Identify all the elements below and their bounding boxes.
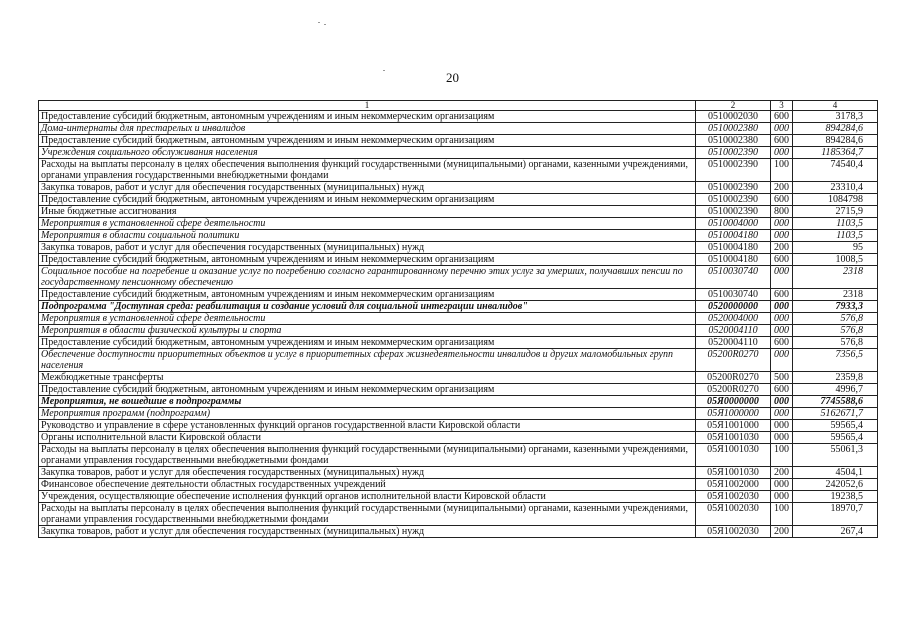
row-code: 0510004180 bbox=[696, 230, 771, 242]
table-row bbox=[39, 349, 878, 372]
row-name: Расходы на выплаты персоналу в целях обеспечения выполнения функций государственными (муниципальными) органами, казенными учреждениями, органами управления государственными внебюджетными фондами bbox=[39, 444, 696, 467]
row-expense-type: 000 bbox=[771, 313, 793, 325]
table-row bbox=[39, 432, 878, 444]
row-sum: 7356,5 bbox=[793, 349, 878, 372]
row-expense-type: 200 bbox=[771, 182, 793, 194]
table-row bbox=[39, 230, 878, 242]
table-row bbox=[39, 467, 878, 479]
row-name: Закупка товаров, работ и услуг для обеспечения государственных (муниципальных) нужд bbox=[39, 182, 696, 194]
row-code: 0510004000 bbox=[696, 218, 771, 230]
row-code: 05Я1001000 bbox=[696, 420, 771, 432]
table-row bbox=[39, 135, 878, 147]
row-sum: 1103,5 bbox=[793, 230, 878, 242]
row-code: 0520004000 bbox=[696, 313, 771, 325]
row-expense-type: 000 bbox=[771, 420, 793, 432]
row-code: 0510002030 bbox=[696, 111, 771, 123]
scan-speck bbox=[324, 24, 326, 25]
row-sum: 267,4 bbox=[793, 526, 878, 538]
row-name: Учреждения социального обслуживания населения bbox=[39, 147, 696, 159]
page-number: 20 bbox=[446, 70, 459, 85]
row-name: Межбюджетные трансферты bbox=[39, 372, 696, 384]
row-expense-type: 100 bbox=[771, 503, 793, 526]
row-sum: 4996,7 bbox=[793, 384, 878, 396]
table-row bbox=[39, 337, 878, 349]
column-number-name: 1 bbox=[39, 101, 696, 111]
row-expense-type: 000 bbox=[771, 491, 793, 503]
row-name: Учреждения, осуществляющие обеспечение исполнения функций органов исполнительной власти Кировской области bbox=[39, 491, 696, 503]
row-name: Мероприятия, не вошедшие в подпрограммы bbox=[39, 396, 696, 408]
row-code: 05200R0270 bbox=[696, 349, 771, 372]
table-row bbox=[39, 266, 878, 289]
table-row bbox=[39, 503, 878, 526]
table-row bbox=[39, 254, 878, 266]
row-expense-type: 000 bbox=[771, 396, 793, 408]
row-code: 0510030740 bbox=[696, 289, 771, 301]
row-code: 05Я1002030 bbox=[696, 503, 771, 526]
table-row bbox=[39, 444, 878, 467]
row-sum: 59565,4 bbox=[793, 432, 878, 444]
table-row bbox=[39, 289, 878, 301]
row-code: 05Я1002000 bbox=[696, 479, 771, 491]
row-name: Мероприятия в установленной сфере деятельности bbox=[39, 218, 696, 230]
row-expense-type: 100 bbox=[771, 444, 793, 467]
table-row bbox=[39, 313, 878, 325]
row-sum: 74540,4 bbox=[793, 159, 878, 182]
row-sum: 5162671,7 bbox=[793, 408, 878, 420]
row-code: 0510030740 bbox=[696, 266, 771, 289]
column-number-row bbox=[39, 101, 878, 111]
row-name: Подпрограмма "Доступная среда: реабилитация и создание условий для социальной интеграции инвалидов" bbox=[39, 301, 696, 313]
row-code: 0510004180 bbox=[696, 242, 771, 254]
row-code: 0520000000 bbox=[696, 301, 771, 313]
row-name: Закупка товаров, работ и услуг для обеспечения государственных (муниципальных) нужд bbox=[39, 526, 696, 538]
column-number-vr: 3 bbox=[771, 101, 793, 111]
row-sum: 2359,8 bbox=[793, 372, 878, 384]
row-code: 0510002390 bbox=[696, 206, 771, 218]
row-sum: 2715,9 bbox=[793, 206, 878, 218]
row-sum: 576,8 bbox=[793, 325, 878, 337]
row-expense-type: 000 bbox=[771, 349, 793, 372]
row-sum: 95 bbox=[793, 242, 878, 254]
row-code: 0510002390 bbox=[696, 159, 771, 182]
row-name: Руководство и управление в сфере установленных функций органов государственной власти Кировской области bbox=[39, 420, 696, 432]
table-row bbox=[39, 111, 878, 123]
row-expense-type: 800 bbox=[771, 206, 793, 218]
row-sum: 576,8 bbox=[793, 337, 878, 349]
row-sum: 1185364,7 bbox=[793, 147, 878, 159]
row-sum: 23310,4 bbox=[793, 182, 878, 194]
row-code: 05Я1001030 bbox=[696, 432, 771, 444]
row-expense-type: 000 bbox=[771, 218, 793, 230]
row-code: 0510002380 bbox=[696, 123, 771, 135]
table-row bbox=[39, 526, 878, 538]
row-name: Мероприятия программ (подпрограмм) bbox=[39, 408, 696, 420]
row-name: Предоставление субсидий бюджетным, автономным учреждениям и иным некоммерческим организациям bbox=[39, 111, 696, 123]
row-name: Мероприятия в области физической культуры и спорта bbox=[39, 325, 696, 337]
row-name: Предоставление субсидий бюджетным, автономным учреждениям и иным некоммерческим организациям bbox=[39, 254, 696, 266]
row-sum: 2318 bbox=[793, 266, 878, 289]
row-code: 0510002380 bbox=[696, 135, 771, 147]
row-expense-type: 000 bbox=[771, 147, 793, 159]
row-sum: 894284,6 bbox=[793, 123, 878, 135]
row-code: 0510002390 bbox=[696, 182, 771, 194]
row-name: Закупка товаров, работ и услуг для обеспечения государственных (муниципальных) нужд bbox=[39, 467, 696, 479]
table-row bbox=[39, 206, 878, 218]
row-sum: 894284,6 bbox=[793, 135, 878, 147]
row-expense-type: 600 bbox=[771, 135, 793, 147]
row-expense-type: 500 bbox=[771, 372, 793, 384]
row-code: 05Я1000000 bbox=[696, 408, 771, 420]
row-expense-type: 600 bbox=[771, 111, 793, 123]
row-name: Дома-интернаты для престарелых и инвалидов bbox=[39, 123, 696, 135]
row-expense-type: 600 bbox=[771, 337, 793, 349]
row-expense-type: 000 bbox=[771, 408, 793, 420]
row-expense-type: 200 bbox=[771, 242, 793, 254]
table-row bbox=[39, 384, 878, 396]
row-name: Предоставление субсидий бюджетным, автономным учреждениям и иным некоммерческим организациям bbox=[39, 337, 696, 349]
row-sum: 55061,3 bbox=[793, 444, 878, 467]
row-name: Социальное пособие на погребение и оказание услуг по погребению согласно гарантированному перечню этих услуг за умерших, получавших пенсии по государственному пенсионному обеспечению bbox=[39, 266, 696, 289]
row-name: Мероприятия в области социальной политики bbox=[39, 230, 696, 242]
row-sum: 59565,4 bbox=[793, 420, 878, 432]
table-row bbox=[39, 159, 878, 182]
row-expense-type: 200 bbox=[771, 467, 793, 479]
row-sum: 4504,1 bbox=[793, 467, 878, 479]
table-row bbox=[39, 194, 878, 206]
row-code: 0520004110 bbox=[696, 337, 771, 349]
row-sum: 1084798 bbox=[793, 194, 878, 206]
row-sum: 1008,5 bbox=[793, 254, 878, 266]
row-expense-type: 600 bbox=[771, 384, 793, 396]
table-row bbox=[39, 218, 878, 230]
row-name: Предоставление субсидий бюджетным, автономным учреждениям и иным некоммерческим организациям bbox=[39, 289, 696, 301]
table-row bbox=[39, 123, 878, 135]
row-expense-type: 000 bbox=[771, 301, 793, 313]
row-sum: 7933,3 bbox=[793, 301, 878, 313]
budget-table bbox=[38, 100, 878, 538]
table-row bbox=[39, 325, 878, 337]
table-row bbox=[39, 147, 878, 159]
row-code: 0510004180 bbox=[696, 254, 771, 266]
row-code: 05Я1001030 bbox=[696, 467, 771, 479]
row-sum: 1103,5 bbox=[793, 218, 878, 230]
row-expense-type: 000 bbox=[771, 266, 793, 289]
row-expense-type: 600 bbox=[771, 254, 793, 266]
row-sum: 19238,5 bbox=[793, 491, 878, 503]
row-name: Расходы на выплаты персоналу в целях обеспечения выполнения функций государственными (муниципальными) органами, казенными учреждениями, органами управления государственными внебюджетными фондами bbox=[39, 503, 696, 526]
scan-speck bbox=[318, 22, 320, 23]
row-sum: 3178,3 bbox=[793, 111, 878, 123]
row-name: Мероприятия в установленной сфере деятельности bbox=[39, 313, 696, 325]
row-name: Обеспечение доступности приоритетных объектов и услуг в приоритетных сферах жизнедеятельности инвалидов и других маломобильных групп населения bbox=[39, 349, 696, 372]
table-row bbox=[39, 420, 878, 432]
table-row bbox=[39, 408, 878, 420]
row-code: 0520004110 bbox=[696, 325, 771, 337]
row-code: 05Я1002030 bbox=[696, 526, 771, 538]
table-row bbox=[39, 491, 878, 503]
row-expense-type: 000 bbox=[771, 123, 793, 135]
row-sum: 242052,6 bbox=[793, 479, 878, 491]
row-expense-type: 000 bbox=[771, 230, 793, 242]
row-name: Предоставление субсидий бюджетным, автономным учреждениям и иным некоммерческим организациям bbox=[39, 135, 696, 147]
row-name: Закупка товаров, работ и услуг для обеспечения государственных (муниципальных) нужд bbox=[39, 242, 696, 254]
row-name: Органы исполнительной власти Кировской области bbox=[39, 432, 696, 444]
column-number-sum: 4 bbox=[793, 101, 878, 111]
table-row bbox=[39, 372, 878, 384]
row-sum: 576,8 bbox=[793, 313, 878, 325]
row-name: Финансовое обеспечение деятельности областных государственных учреждений bbox=[39, 479, 696, 491]
row-code: 05Я0000000 bbox=[696, 396, 771, 408]
row-sum: 7745588,6 bbox=[793, 396, 878, 408]
row-expense-type: 000 bbox=[771, 325, 793, 337]
row-expense-type: 000 bbox=[771, 479, 793, 491]
row-sum: 2318 bbox=[793, 289, 878, 301]
row-code: 0510002390 bbox=[696, 147, 771, 159]
row-expense-type: 600 bbox=[771, 194, 793, 206]
column-number-code: 2 bbox=[696, 101, 771, 111]
row-name: Предоставление субсидий бюджетным, автономным учреждениям и иным некоммерческим организациям bbox=[39, 194, 696, 206]
table-row bbox=[39, 479, 878, 491]
row-expense-type: 000 bbox=[771, 432, 793, 444]
row-code: 05200R0270 bbox=[696, 372, 771, 384]
row-code: 05Я1002030 bbox=[696, 491, 771, 503]
row-sum: 18970,7 bbox=[793, 503, 878, 526]
row-code: 05200R0270 bbox=[696, 384, 771, 396]
table-row bbox=[39, 242, 878, 254]
table-row bbox=[39, 182, 878, 194]
row-expense-type: 200 bbox=[771, 526, 793, 538]
row-expense-type: 100 bbox=[771, 159, 793, 182]
row-expense-type: 600 bbox=[771, 289, 793, 301]
table-body bbox=[39, 101, 878, 538]
row-name: Расходы на выплаты персоналу в целях обеспечения выполнения функций государственными (муниципальными) органами, казенными учреждениями, органами управления государственными внебюджетными фондами bbox=[39, 159, 696, 182]
table-row bbox=[39, 396, 878, 408]
table-row bbox=[39, 301, 878, 313]
row-code: 0510002390 bbox=[696, 194, 771, 206]
row-name: Иные бюджетные ассигнования bbox=[39, 206, 696, 218]
row-code: 05Я1001030 bbox=[696, 444, 771, 467]
row-name: Предоставление субсидий бюджетным, автономным учреждениям и иным некоммерческим организациям bbox=[39, 384, 696, 396]
